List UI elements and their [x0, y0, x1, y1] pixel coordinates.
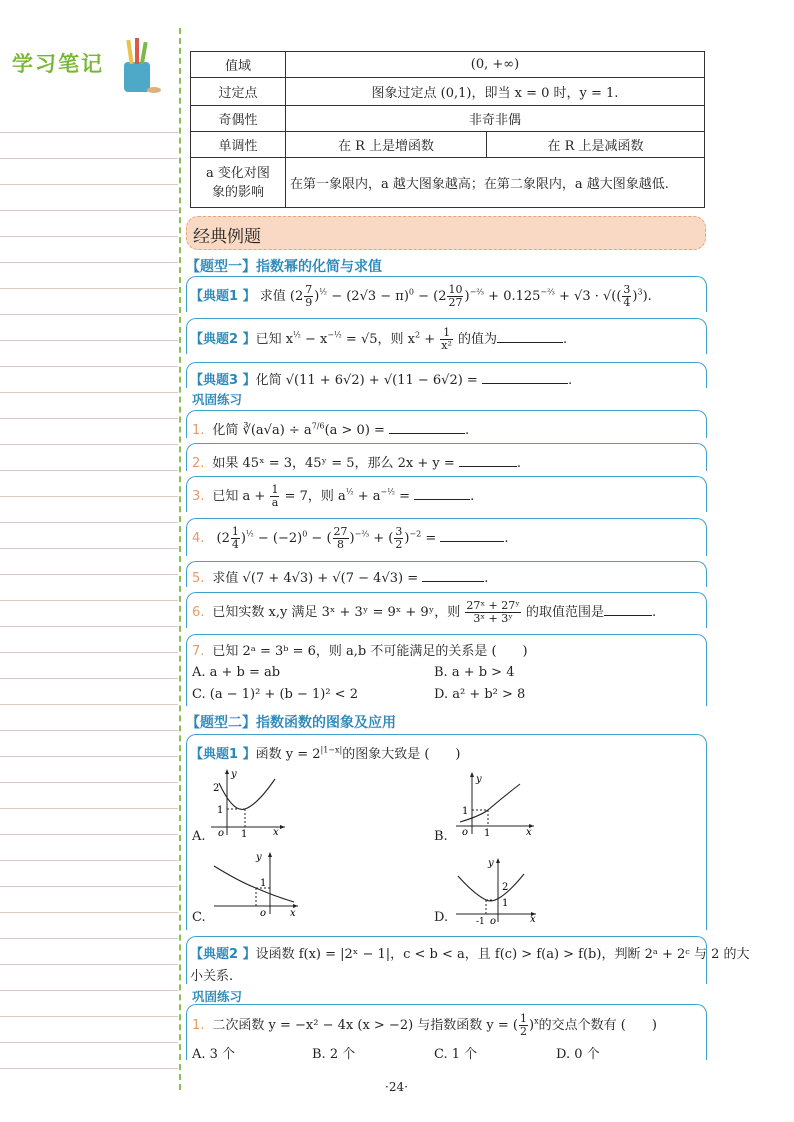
- table-label: 过定点: [191, 78, 286, 106]
- practice-6: 6. 已知实数 x,y 满足 3ˣ + 3ʸ = 9ˣ + 9ʸ，则 $\frac{\text{27ˣ + 27ʸ}}{\text{3ˣ + 3ʸ}}$ 的取值范围是 .: [192, 599, 657, 625]
- ruled-line: [0, 938, 178, 939]
- ruled-line: [0, 782, 178, 783]
- ruled-line: [0, 652, 178, 653]
- type1-heading: 【题型一】指数幂的化简与求值: [186, 259, 382, 275]
- example-1: 【典题1 】 求值 (2 $\frac{7}{9}$ )$^{\frac{1}{2}} - (2√3 - \pi)^0 - (2$ $\frac{10}{27}$ )$^{-\frac{2}{3}} + 0.125^{-\frac{2}{3}} + √3$ · √(( $\frac{3}{4}$ )$^3$).: [190, 283, 652, 309]
- example-b2-line2: 小关系.: [190, 969, 234, 984]
- example-2: 【典题2 】已知 $x^{\frac{1}{2}} - x^{-\frac{1}{2}} = √5$，则 $x^2$ + $\frac{1}{\text{x²}}$ 的值为 .: [190, 326, 568, 352]
- practice-7: 7. 已知 2ᵃ = 3ᵇ = 6，则 a,b 不可能满足的关系是 ( ): [192, 644, 528, 659]
- section-header: [186, 216, 706, 250]
- ruled-line: [0, 210, 178, 211]
- svg-text:o: o: [490, 916, 497, 924]
- option-c: C. (a − 1)² + (b − 1)² < 2: [192, 687, 358, 702]
- ruled-line: [0, 132, 178, 133]
- ruled-line: [0, 470, 178, 471]
- option-b: B. a + b > 4: [434, 665, 515, 680]
- svg-text:1: 1: [217, 805, 224, 816]
- ruled-line: [0, 990, 178, 991]
- svg-text:y: y: [231, 769, 237, 780]
- svg-text:x: x: [526, 827, 532, 838]
- table-value: 图象过定点 (0,1)，即当 x = 0 时，y = 1.: [286, 78, 705, 106]
- svg-text:1: 1: [462, 806, 469, 817]
- ruled-line: [0, 756, 178, 757]
- table-label: 单调性: [191, 132, 286, 158]
- example-b2-line1: 【典题2 】设函数 f(x) = |2ˣ − 1|，c < b < a，且 f(c) > f(a) > f(b)，判断 2ᵃ + 2ᶜ 与 2 的大: [190, 947, 750, 962]
- ruled-line: [0, 184, 178, 185]
- svg-text:1: 1: [241, 829, 248, 840]
- ruled-line: [0, 600, 178, 601]
- ruled-line: [0, 236, 178, 237]
- ruled-line: [0, 548, 178, 549]
- page-number: ·24·: [385, 1080, 408, 1094]
- ruled-line: [0, 340, 178, 341]
- svg-text:-1: -1: [476, 917, 485, 924]
- svg-text:o: o: [218, 828, 225, 839]
- svg-text:1: 1: [484, 828, 491, 839]
- option-a: A. 3 个: [192, 1047, 236, 1062]
- table-label: 象的影响: [211, 184, 264, 200]
- ruled-line: [0, 444, 178, 445]
- example-3: 【典题3 】化简 √(11 + 6√2) + √(11 − 6√2) = .: [190, 373, 573, 388]
- ruled-line: [0, 288, 178, 289]
- ruled-line: [0, 1042, 178, 1043]
- table-value-increasing: 在 R 上是增函数: [286, 132, 487, 158]
- practice-3: 3. 已知 a + $\frac{1}{a}$ = 7，则 $a^{\frac{1}{2}} + a^{-\frac{1}{2}}$ = .: [192, 483, 475, 509]
- option-c: C. 1 个: [434, 1047, 478, 1062]
- graph-c: [210, 848, 305, 920]
- table-label: 奇偶性: [191, 106, 286, 132]
- svg-text:y: y: [256, 852, 262, 863]
- ruled-line: [0, 262, 178, 263]
- practice-4: 4. (2 $\frac{1}{4}$ )$^{\frac{1}{2}} - (-2)^0$ − ( $\frac{27}{8}$ )$^{-\frac{2}{3}}$ + ( $\frac{3}{2}$ )$^{-2}$ = .: [192, 525, 509, 551]
- ruled-line: [0, 522, 178, 523]
- ruled-line: [0, 496, 178, 497]
- example-b1: 【典题1 】函数 $y = 2^{|1-x|}$的图象大致是 ( ): [190, 745, 461, 762]
- table-value-decreasing: 在 R 上是减函数: [487, 132, 705, 158]
- practice-heading: 巩固练习: [192, 392, 243, 407]
- dashed-divider: [179, 28, 181, 1090]
- pencil-cup-icon: [118, 36, 162, 94]
- sidebar-title: 学习笔记: [12, 52, 104, 76]
- table-value: 在第一象限内，a 越大图象越高；在第二象限内，a 越大图象越低.: [286, 158, 705, 208]
- practice-heading: 巩固练习: [192, 989, 243, 1004]
- graph-b: [450, 770, 540, 840]
- ruled-line: [0, 392, 178, 393]
- option-b: B. 2 个: [312, 1047, 356, 1062]
- graph-a-label: A.: [192, 829, 206, 844]
- graph-d: [452, 856, 544, 924]
- ruled-line: [0, 860, 178, 861]
- practice-q1: 1. 二次函数 y = −x² − 4x (x > −2) 与指数函数 y = ( $\frac{1}{2}$ )$^x$的交点个数有 ( ): [192, 1012, 657, 1038]
- ruled-line: [0, 1068, 178, 1069]
- svg-text:y: y: [488, 858, 494, 869]
- table-value: 非奇非偶: [286, 106, 705, 132]
- ruled-line: [0, 418, 178, 419]
- ruled-line: [0, 912, 178, 913]
- section-title: 经典例题: [193, 227, 261, 247]
- svg-text:1: 1: [260, 878, 267, 889]
- type2-heading: 【题型二】指数函数的图象及应用: [186, 715, 396, 731]
- ruled-line: [0, 886, 178, 887]
- svg-text:2: 2: [213, 783, 220, 794]
- graph-a: [205, 765, 290, 840]
- ruled-line: [0, 314, 178, 315]
- ruled-line: [0, 730, 178, 731]
- ruled-line: [0, 964, 178, 965]
- ruled-line: [0, 704, 178, 705]
- svg-text:2: 2: [502, 882, 509, 893]
- ruled-line: [0, 626, 178, 627]
- svg-text:x: x: [273, 827, 279, 838]
- table-label: 值域: [191, 52, 286, 78]
- option-d: D. a² + b² > 8: [434, 687, 526, 702]
- option-a: A. a + b = ab: [192, 665, 281, 680]
- svg-text:x: x: [530, 914, 536, 924]
- table-label: a 变化对图: [206, 165, 270, 181]
- table-value: (0, +∞): [286, 52, 705, 78]
- graph-b-label: B.: [434, 829, 448, 844]
- ruled-line: [0, 808, 178, 809]
- ruled-line: [0, 574, 178, 575]
- practice-5: 5. 求值 √(7 + 4√3) + √(7 − 4√3) = .: [192, 571, 489, 586]
- ruled-line: [0, 834, 178, 835]
- practice-2: 2. 如果 45ˣ = 3，45ʸ = 5，那么 2x + y = .: [192, 456, 522, 471]
- ruled-line: [0, 158, 178, 159]
- graph-d-label: D.: [434, 910, 449, 925]
- graph-c-label: C.: [192, 910, 206, 925]
- svg-text:o: o: [462, 827, 469, 838]
- svg-text:x: x: [290, 908, 296, 919]
- ruled-line: [0, 1016, 178, 1017]
- svg-text:o: o: [260, 908, 267, 919]
- svg-text:y: y: [476, 774, 482, 785]
- svg-text:1: 1: [502, 898, 509, 909]
- property-table: [190, 51, 705, 208]
- option-d: D. 0 个: [556, 1047, 600, 1062]
- ruled-line: [0, 366, 178, 367]
- ruled-line: [0, 678, 178, 679]
- practice-1: 1. 化简 ∛(a√a) ÷ $a^{7/6}(a > 0)$ = .: [192, 421, 470, 438]
